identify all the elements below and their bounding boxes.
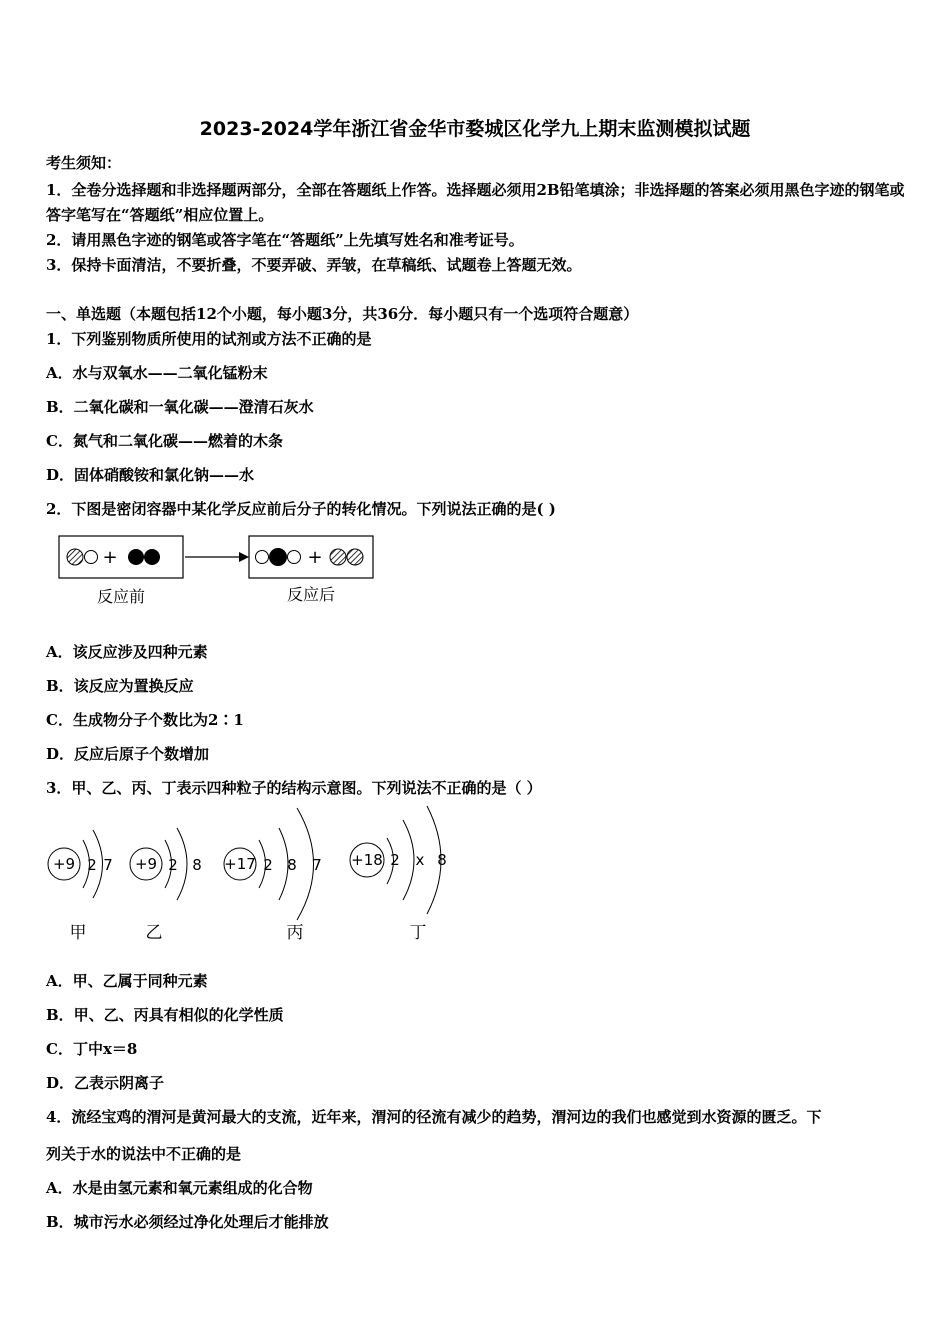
q2-option-b: B．该反应为置换反应 (46, 677, 194, 695)
black-atom-icon (144, 549, 160, 565)
shell-yi-2: 8 (192, 856, 202, 874)
q2-reaction-figure (55, 530, 385, 610)
q2-stem: 2．下图是密闭容器中某化学反应前后分子的转化情况。下列说法正确的是( ) (46, 500, 556, 518)
hatched-atom-icon (347, 549, 363, 565)
shell-bing-3: 7 (312, 856, 322, 874)
before-box (59, 536, 183, 578)
q3-option-c: C．丁中x＝8 (46, 1040, 138, 1058)
q3-option-b: B．甲、乙、丙具有相似的化学性质 (46, 1006, 284, 1024)
after-label: 反应后 (286, 585, 336, 604)
q1-option-b: B．二氧化碳和一氧化碳——澄清石灰水 (46, 398, 314, 416)
after-box (249, 536, 373, 578)
q2-option-d: D．反应后原子个数增加 (46, 745, 210, 763)
shell-yi-1: 2 (168, 856, 178, 874)
q4-option-a: A．水是由氢元素和氧元素组成的化合物 (46, 1179, 313, 1197)
q3-atomic-structure-figure (40, 800, 460, 950)
q3-option-a: A．甲、乙属于同种元素 (46, 972, 208, 990)
label-bing: 丙 (286, 923, 304, 943)
shell-ding-2: x (415, 851, 425, 869)
notice-item-3: 3．保持卡面清洁，不要折叠，不要弄破、弄皱，在草稿纸、试题卷上答题无效。 (46, 256, 582, 274)
nucleus-bing: +17 (224, 855, 256, 873)
shell-ding-1: 2 (390, 851, 400, 869)
black-atom-icon (128, 549, 144, 565)
q3-option-d: D．乙表示阴离子 (46, 1074, 165, 1092)
nucleus-ding: +18 (351, 851, 383, 869)
q1-option-c: C．氮气和二氧化碳——燃着的木条 (46, 432, 283, 450)
white-atom-icon (256, 551, 269, 564)
section-heading: 一、单选题（本题包括12个小题，每小题3分，共36分．每小题只有一个选项符合题意） (46, 305, 639, 323)
notice-heading: 考生须知： (46, 154, 122, 172)
q4-stem-line2: 列关于水的说法中不正确的是 (46, 1145, 242, 1163)
q3-stem: 3．甲、乙、丙、丁表示四种粒子的结构示意图。下列说法不正确的是（ ） (46, 779, 542, 797)
shell-bing-2: 8 (287, 856, 297, 874)
notice-item-2: 2．请用黑色字迹的钢笔或答字笔在“答题纸”上先填写姓名和准考证号。 (46, 231, 524, 249)
white-atom-icon (85, 551, 98, 564)
hatched-atom-icon (330, 549, 346, 565)
shell-jia-2: 7 (103, 856, 113, 874)
shell-jia-1: 2 (87, 856, 97, 874)
label-jia: 甲 (69, 923, 87, 943)
arrow-head-icon (239, 552, 249, 562)
hatched-atom-icon (67, 549, 83, 565)
nucleus-yi: +9 (134, 855, 158, 873)
black-atom-icon (269, 548, 287, 566)
q1-stem: 1．下列鉴别物质所使用的试剂或方法不正确的是 (46, 330, 372, 348)
plus-sign: + (307, 547, 323, 568)
white-atom-icon (288, 551, 301, 564)
label-yi: 乙 (145, 923, 163, 943)
label-ding: 丁 (409, 923, 427, 943)
nucleus-jia: +9 (52, 855, 76, 873)
plus-sign: + (102, 547, 118, 568)
q1-option-a: A．水与双氧水——二氧化锰粉末 (46, 364, 268, 382)
q4-stem-line1: 4．流经宝鸡的渭河是黄河最大的支流，近年来，渭河的径流有减少的趋势，渭河边的我们也感觉到水资源的匮乏。下 (46, 1108, 822, 1126)
page-title: 2023-2024学年浙江省金华市婺城区化学九上期末监测模拟试题 (199, 118, 751, 140)
q4-option-b: B．城市污水必须经过净化处理后才能排放 (46, 1213, 329, 1231)
q2-option-a: A．该反应涉及四种元素 (46, 643, 208, 661)
notice-item-1: 1．全卷分选择题和非选择题两部分，全部在答题纸上作答。选择题必须用2B铅笔填涂；非选择题的答案必须用黑色字迹的钢笔或答字笔写在“答题纸”相应位置上。 (46, 181, 905, 224)
before-label: 反应前 (96, 587, 146, 606)
q2-option-c: C．生成物分子个数比为2∶1 (46, 711, 244, 729)
shell-ding-3: 8 (437, 851, 447, 869)
q1-option-d: D．固体硝酸铵和氯化钠——水 (46, 466, 255, 484)
shell-bing-1: 2 (263, 856, 273, 874)
